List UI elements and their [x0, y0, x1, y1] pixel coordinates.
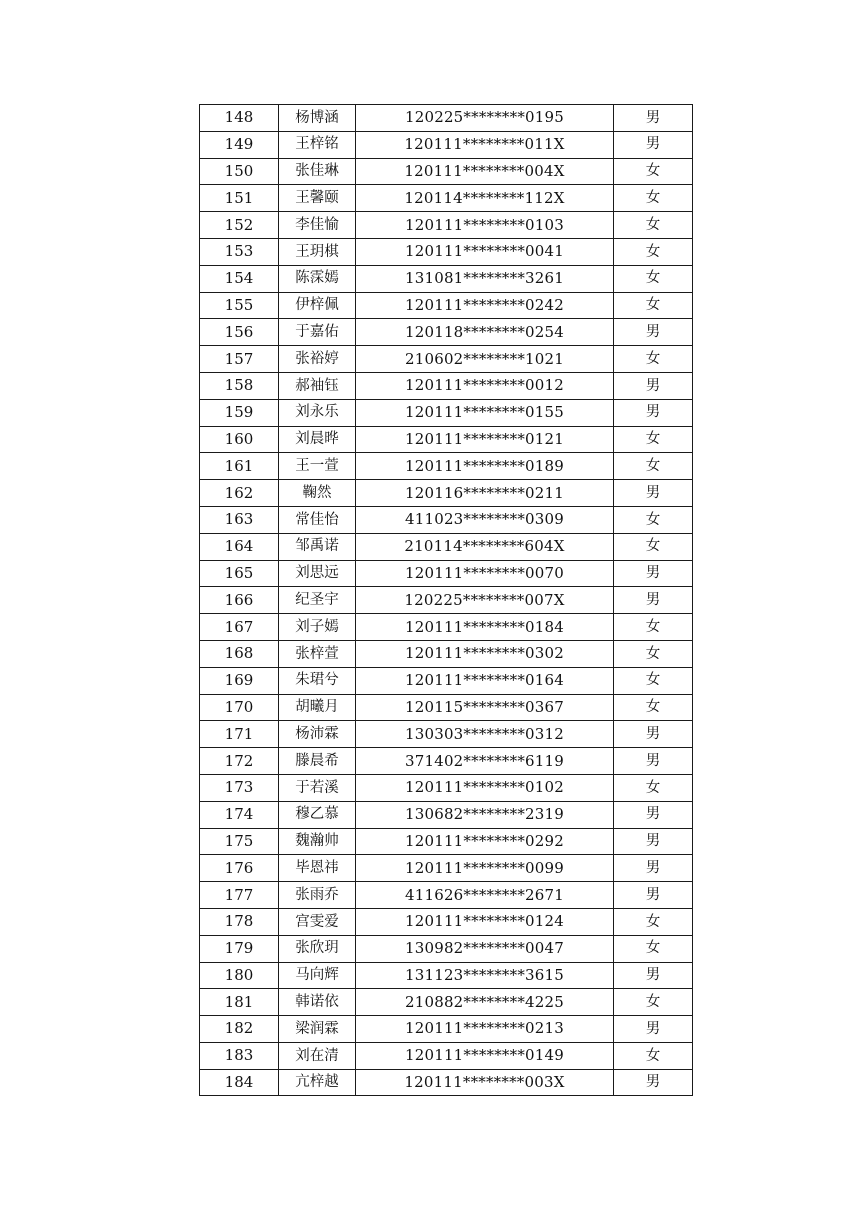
row-number-cell: 175: [200, 828, 279, 855]
gender-cell: 男: [614, 399, 693, 426]
id-number-cell: 120111********0164: [356, 667, 614, 694]
gender-cell: 男: [614, 560, 693, 587]
student-name-cell: 胡曦月: [279, 694, 356, 721]
row-number-cell: 184: [200, 1069, 279, 1096]
row-number-cell: 150: [200, 158, 279, 185]
id-number-cell: 120111********0102: [356, 774, 614, 801]
gender-cell: 女: [614, 614, 693, 641]
table-row: [200, 882, 693, 909]
id-number-cell: 131123********3615: [356, 962, 614, 989]
table-row: [200, 801, 693, 828]
student-name-cell: 亢梓越: [279, 1069, 356, 1096]
table-row: [200, 828, 693, 855]
table-row: [200, 453, 693, 480]
table-row: [200, 774, 693, 801]
student-name-cell: 纪圣宇: [279, 587, 356, 614]
id-number-cell: 130982********0047: [356, 935, 614, 962]
table-row: [200, 1042, 693, 1069]
row-number-cell: 172: [200, 748, 279, 775]
id-number-cell: 120111********0124: [356, 908, 614, 935]
row-number-cell: 160: [200, 426, 279, 453]
student-name-cell: 宫雯爱: [279, 908, 356, 935]
row-number-cell: 166: [200, 587, 279, 614]
row-number-cell: 158: [200, 372, 279, 399]
gender-cell: 男: [614, 828, 693, 855]
student-name-cell: 刘子嫣: [279, 614, 356, 641]
id-number-cell: 120111********0302: [356, 640, 614, 667]
student-name-cell: 刘晨晔: [279, 426, 356, 453]
student-name-cell: 邹禹诺: [279, 533, 356, 560]
id-number-cell: 130682********2319: [356, 801, 614, 828]
row-number-cell: 174: [200, 801, 279, 828]
student-name-cell: 杨沛霖: [279, 721, 356, 748]
table-row: [200, 158, 693, 185]
student-name-cell: 穆乙慕: [279, 801, 356, 828]
gender-cell: 女: [614, 453, 693, 480]
id-number-cell: 120116********0211: [356, 480, 614, 507]
gender-cell: 女: [614, 212, 693, 239]
student-name-cell: 于若溪: [279, 774, 356, 801]
student-name-cell: 于嘉佑: [279, 319, 356, 346]
id-number-cell: 120111********0184: [356, 614, 614, 641]
id-number-cell: 120111********0012: [356, 372, 614, 399]
gender-cell: 男: [614, 319, 693, 346]
row-number-cell: 169: [200, 667, 279, 694]
table-row: [200, 908, 693, 935]
gender-cell: 男: [614, 372, 693, 399]
gender-cell: 女: [614, 506, 693, 533]
student-name-cell: 滕晨希: [279, 748, 356, 775]
student-name-cell: 魏瀚帅: [279, 828, 356, 855]
id-number-cell: 120111********011X: [356, 131, 614, 158]
row-number-cell: 165: [200, 560, 279, 587]
id-number-cell: 130303********0312: [356, 721, 614, 748]
student-name-cell: 刘思远: [279, 560, 356, 587]
table-row: [200, 292, 693, 319]
table-row: [200, 667, 693, 694]
table-row: [200, 506, 693, 533]
gender-cell: 女: [614, 935, 693, 962]
row-number-cell: 156: [200, 319, 279, 346]
id-number-cell: 120111********0242: [356, 292, 614, 319]
gender-cell: 女: [614, 533, 693, 560]
id-number-cell: 210882********4225: [356, 989, 614, 1016]
table-row: [200, 640, 693, 667]
row-number-cell: 178: [200, 908, 279, 935]
row-number-cell: 157: [200, 346, 279, 373]
student-name-cell: 陈霂嫣: [279, 265, 356, 292]
row-number-cell: 164: [200, 533, 279, 560]
row-number-cell: 170: [200, 694, 279, 721]
gender-cell: 女: [614, 238, 693, 265]
student-name-cell: 王一萱: [279, 453, 356, 480]
row-number-cell: 180: [200, 962, 279, 989]
table-row: [200, 560, 693, 587]
row-number-cell: 183: [200, 1042, 279, 1069]
gender-cell: 男: [614, 480, 693, 507]
gender-cell: 男: [614, 105, 693, 132]
id-number-cell: 210602********1021: [356, 346, 614, 373]
gender-cell: 女: [614, 426, 693, 453]
id-number-cell: 120118********0254: [356, 319, 614, 346]
id-number-cell: 120111********0149: [356, 1042, 614, 1069]
student-name-cell: 鞠然: [279, 480, 356, 507]
gender-cell: 男: [614, 587, 693, 614]
gender-cell: 女: [614, 185, 693, 212]
gender-cell: 男: [614, 721, 693, 748]
student-name-cell: 刘在清: [279, 1042, 356, 1069]
row-number-cell: 162: [200, 480, 279, 507]
row-number-cell: 152: [200, 212, 279, 239]
id-number-cell: 411626********2671: [356, 882, 614, 909]
row-number-cell: 148: [200, 105, 279, 132]
gender-cell: 女: [614, 694, 693, 721]
id-number-cell: 120111********0292: [356, 828, 614, 855]
student-name-cell: 张欣玥: [279, 935, 356, 962]
gender-cell: 男: [614, 962, 693, 989]
table-row: [200, 1016, 693, 1043]
id-number-cell: 120111********004X: [356, 158, 614, 185]
row-number-cell: 163: [200, 506, 279, 533]
student-name-cell: 张佳琳: [279, 158, 356, 185]
gender-cell: 男: [614, 748, 693, 775]
row-number-cell: 159: [200, 399, 279, 426]
id-number-cell: 120111********0070: [356, 560, 614, 587]
table-row: [200, 989, 693, 1016]
student-name-cell: 李佳愉: [279, 212, 356, 239]
student-name-cell: 王馨颐: [279, 185, 356, 212]
student-name-cell: 杨博涵: [279, 105, 356, 132]
table-row: [200, 480, 693, 507]
id-number-cell: 131081********3261: [356, 265, 614, 292]
id-number-cell: 120111********0103: [356, 212, 614, 239]
student-name-cell: 张裕婷: [279, 346, 356, 373]
id-number-cell: 120111********003X: [356, 1069, 614, 1096]
student-name-cell: 郝袖钰: [279, 372, 356, 399]
student-name-cell: 伊梓佩: [279, 292, 356, 319]
id-number-cell: 120111********0189: [356, 453, 614, 480]
id-number-cell: 120115********0367: [356, 694, 614, 721]
student-name-cell: 朱珺兮: [279, 667, 356, 694]
table-row: [200, 185, 693, 212]
table-row: [200, 319, 693, 346]
table-row: [200, 212, 693, 239]
table-row: [200, 721, 693, 748]
row-number-cell: 149: [200, 131, 279, 158]
table-row: [200, 1069, 693, 1096]
table-row: [200, 372, 693, 399]
id-number-cell: 120111********0155: [356, 399, 614, 426]
id-number-cell: 120114********112X: [356, 185, 614, 212]
table-row: [200, 131, 693, 158]
id-number-cell: 371402********6119: [356, 748, 614, 775]
table-row: [200, 265, 693, 292]
student-name-cell: 韩诺依: [279, 989, 356, 1016]
gender-cell: 女: [614, 158, 693, 185]
gender-cell: 男: [614, 1016, 693, 1043]
roster-body: [200, 105, 693, 1096]
id-number-cell: 120225********007X: [356, 587, 614, 614]
gender-cell: 女: [614, 265, 693, 292]
row-number-cell: 181: [200, 989, 279, 1016]
student-name-cell: 王梓铭: [279, 131, 356, 158]
gender-cell: 男: [614, 882, 693, 909]
gender-cell: 女: [614, 1042, 693, 1069]
student-name-cell: 张梓萱: [279, 640, 356, 667]
row-number-cell: 155: [200, 292, 279, 319]
row-number-cell: 151: [200, 185, 279, 212]
student-name-cell: 马向辉: [279, 962, 356, 989]
student-name-cell: 常佳怡: [279, 506, 356, 533]
gender-cell: 男: [614, 1069, 693, 1096]
gender-cell: 女: [614, 774, 693, 801]
table-row: [200, 426, 693, 453]
row-number-cell: 161: [200, 453, 279, 480]
table-row: [200, 935, 693, 962]
table-row: [200, 346, 693, 373]
table-row: [200, 855, 693, 882]
table-row: [200, 533, 693, 560]
student-name-cell: 张雨乔: [279, 882, 356, 909]
row-number-cell: 153: [200, 238, 279, 265]
id-number-cell: 411023********0309: [356, 506, 614, 533]
student-name-cell: 毕恩祎: [279, 855, 356, 882]
table-row: [200, 238, 693, 265]
gender-cell: 男: [614, 801, 693, 828]
id-number-cell: 120111********0213: [356, 1016, 614, 1043]
row-number-cell: 177: [200, 882, 279, 909]
id-number-cell: 120111********0099: [356, 855, 614, 882]
gender-cell: 男: [614, 131, 693, 158]
row-number-cell: 182: [200, 1016, 279, 1043]
row-number-cell: 154: [200, 265, 279, 292]
gender-cell: 女: [614, 908, 693, 935]
gender-cell: 女: [614, 989, 693, 1016]
row-number-cell: 179: [200, 935, 279, 962]
table-row: [200, 399, 693, 426]
table-row: [200, 105, 693, 132]
gender-cell: 男: [614, 855, 693, 882]
table-row: [200, 962, 693, 989]
gender-cell: 女: [614, 292, 693, 319]
id-number-cell: 210114********604X: [356, 533, 614, 560]
table-row: [200, 748, 693, 775]
table-row: [200, 614, 693, 641]
gender-cell: 女: [614, 667, 693, 694]
row-number-cell: 171: [200, 721, 279, 748]
gender-cell: 女: [614, 640, 693, 667]
table-row: [200, 587, 693, 614]
id-number-cell: 120111********0121: [356, 426, 614, 453]
roster-table: [199, 104, 693, 1096]
student-name-cell: 刘永乐: [279, 399, 356, 426]
id-number-cell: 120111********0041: [356, 238, 614, 265]
row-number-cell: 176: [200, 855, 279, 882]
student-name-cell: 王玥棋: [279, 238, 356, 265]
gender-cell: 女: [614, 346, 693, 373]
student-name-cell: 梁润霖: [279, 1016, 356, 1043]
row-number-cell: 168: [200, 640, 279, 667]
row-number-cell: 173: [200, 774, 279, 801]
row-number-cell: 167: [200, 614, 279, 641]
id-number-cell: 120225********0195: [356, 105, 614, 132]
table-row: [200, 694, 693, 721]
